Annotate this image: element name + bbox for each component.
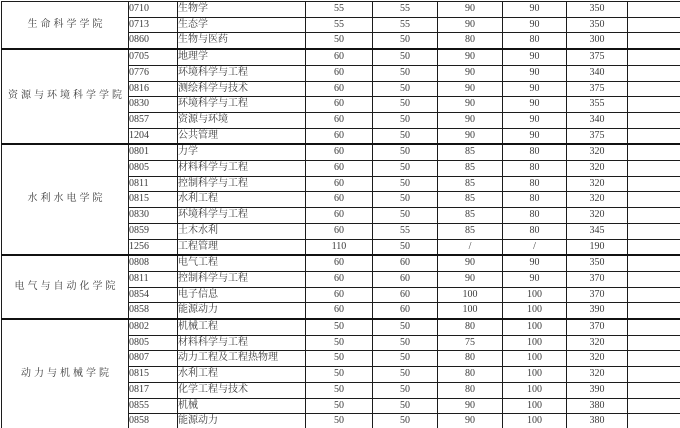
program-name-cell: 环境科学与工程 <box>178 97 306 113</box>
program-name-cell: 环境科学与工程 <box>178 208 306 224</box>
score-cell: 380 <box>567 398 628 414</box>
program-name-cell: 水利工程 <box>178 192 306 208</box>
empty-cell <box>628 65 680 81</box>
table-row <box>2 49 680 65</box>
score-cell: 90 <box>438 17 503 33</box>
score-cell: 300 <box>567 33 628 49</box>
score-cell: 50 <box>306 319 373 335</box>
program-name-cell: 能源动力 <box>178 414 306 428</box>
score-cell: 320 <box>567 335 628 351</box>
program-name-cell: 地理学 <box>178 49 306 65</box>
program-name-cell: 工程管理 <box>178 239 306 255</box>
score-cell: 90 <box>438 65 503 81</box>
program-code-cell: 0705 <box>129 49 178 65</box>
score-cell: 370 <box>567 319 628 335</box>
score-cell: 90 <box>438 398 503 414</box>
score-cell: 100 <box>503 367 567 383</box>
score-cell: 60 <box>373 271 438 287</box>
score-cell: 50 <box>306 382 373 398</box>
score-cell: 50 <box>373 49 438 65</box>
score-cell: 90 <box>503 65 567 81</box>
empty-cell <box>628 319 680 335</box>
empty-cell <box>628 176 680 192</box>
table-row <box>2 255 680 271</box>
empty-cell <box>628 17 680 33</box>
score-cell: 80 <box>503 176 567 192</box>
empty-cell <box>628 81 680 97</box>
program-name-cell: 材料科学与工程 <box>178 161 306 177</box>
program-name-cell: 水利工程 <box>178 367 306 383</box>
empty-cell <box>628 303 680 319</box>
score-cell: 100 <box>503 398 567 414</box>
score-cell: 90 <box>438 97 503 113</box>
score-cell: 60 <box>373 303 438 319</box>
score-cell: 370 <box>567 271 628 287</box>
score-cell: 50 <box>306 367 373 383</box>
program-code-cell: 0830 <box>129 97 178 113</box>
program-name-cell: 化学工程与技术 <box>178 382 306 398</box>
score-cell: 90 <box>438 112 503 128</box>
score-cell: 80 <box>438 382 503 398</box>
empty-cell <box>628 271 680 287</box>
score-cell: 90 <box>503 2 567 18</box>
score-cell: 90 <box>438 49 503 65</box>
score-cell: 50 <box>373 239 438 255</box>
score-cell: 60 <box>306 97 373 113</box>
empty-cell <box>628 112 680 128</box>
empty-cell <box>628 255 680 271</box>
score-cell: 90 <box>503 17 567 33</box>
empty-cell <box>628 208 680 224</box>
score-cell: 60 <box>373 287 438 303</box>
score-cell: 50 <box>373 97 438 113</box>
program-code-cell: 0802 <box>129 319 178 335</box>
score-cell: 60 <box>306 176 373 192</box>
empty-cell <box>628 367 680 383</box>
program-code-cell: 0854 <box>129 287 178 303</box>
empty-cell <box>628 192 680 208</box>
score-cell: 80 <box>438 367 503 383</box>
score-cell: 50 <box>373 112 438 128</box>
score-cell: 370 <box>567 287 628 303</box>
empty-cell <box>628 97 680 113</box>
college-name-cell: 动力与机械学院 <box>2 319 129 428</box>
score-cell: 50 <box>306 398 373 414</box>
program-code-cell: 0811 <box>129 271 178 287</box>
score-cell: 380 <box>567 414 628 428</box>
score-cell: 90 <box>503 97 567 113</box>
score-cell: 90 <box>438 414 503 428</box>
score-cell: 50 <box>373 319 438 335</box>
table-row <box>2 319 680 335</box>
score-cell: 350 <box>567 2 628 18</box>
score-cell: 350 <box>567 17 628 33</box>
score-cell: 50 <box>306 33 373 49</box>
program-code-cell: 0816 <box>129 81 178 97</box>
score-cell: 50 <box>373 144 438 160</box>
program-name-cell: 力学 <box>178 144 306 160</box>
score-cell: 90 <box>438 128 503 144</box>
program-code-cell: 1204 <box>129 128 178 144</box>
program-code-cell: 0830 <box>129 208 178 224</box>
score-cell: 60 <box>306 65 373 81</box>
score-cell: 60 <box>373 255 438 271</box>
empty-cell <box>628 335 680 351</box>
program-code-cell: 0713 <box>129 17 178 33</box>
program-code-cell: 0855 <box>129 398 178 414</box>
program-code-cell: 0801 <box>129 144 178 160</box>
program-code-cell: 0860 <box>129 33 178 49</box>
score-cell: 390 <box>567 303 628 319</box>
score-cell: 50 <box>373 351 438 367</box>
score-cell: 50 <box>306 351 373 367</box>
empty-cell <box>628 414 680 428</box>
score-cell: 80 <box>503 161 567 177</box>
score-cell: 90 <box>438 81 503 97</box>
score-cell: 340 <box>567 112 628 128</box>
score-cell: 320 <box>567 161 628 177</box>
empty-cell <box>628 2 680 18</box>
score-cell: 90 <box>503 81 567 97</box>
program-name-cell: 生物学 <box>178 2 306 18</box>
program-code-cell: 0811 <box>129 176 178 192</box>
scores-table-body <box>2 2 680 428</box>
score-cell: 85 <box>438 223 503 239</box>
empty-cell <box>628 144 680 160</box>
score-cell: 80 <box>503 33 567 49</box>
program-code-cell: 0817 <box>129 382 178 398</box>
score-cell: 80 <box>503 208 567 224</box>
program-code-cell: 0776 <box>129 65 178 81</box>
score-cell: 100 <box>438 303 503 319</box>
score-cell: 100 <box>438 287 503 303</box>
score-cell: / <box>503 239 567 255</box>
score-cell: 80 <box>503 223 567 239</box>
score-cell: 60 <box>306 81 373 97</box>
score-cell: 100 <box>503 319 567 335</box>
score-cell: 60 <box>306 303 373 319</box>
score-cell: 85 <box>438 144 503 160</box>
score-cell: 60 <box>306 112 373 128</box>
empty-cell <box>628 49 680 65</box>
score-cell: 90 <box>438 271 503 287</box>
program-name-cell: 能源动力 <box>178 303 306 319</box>
score-cell: / <box>438 239 503 255</box>
score-cell: 60 <box>306 255 373 271</box>
score-cell: 50 <box>373 414 438 428</box>
score-cell: 80 <box>438 319 503 335</box>
score-cell: 60 <box>306 128 373 144</box>
score-cell: 90 <box>503 49 567 65</box>
score-cell: 80 <box>438 33 503 49</box>
college-name-cell: 电气与自动化学院 <box>2 255 129 319</box>
score-cell: 340 <box>567 65 628 81</box>
score-cell: 85 <box>438 208 503 224</box>
score-cell: 110 <box>306 239 373 255</box>
score-cell: 50 <box>306 335 373 351</box>
program-name-cell: 机械工程 <box>178 319 306 335</box>
score-cell: 100 <box>503 351 567 367</box>
score-cell: 100 <box>503 335 567 351</box>
program-name-cell: 控制科学与工程 <box>178 271 306 287</box>
program-name-cell: 电气工程 <box>178 255 306 271</box>
program-name-cell: 控制科学与工程 <box>178 176 306 192</box>
score-cell: 375 <box>567 81 628 97</box>
score-cell: 50 <box>373 192 438 208</box>
admission-scores-table <box>1 1 680 428</box>
score-cell: 50 <box>373 65 438 81</box>
score-cell: 90 <box>503 255 567 271</box>
score-cell: 55 <box>306 17 373 33</box>
empty-cell <box>628 398 680 414</box>
score-cell: 80 <box>438 351 503 367</box>
program-name-cell: 生物与医药 <box>178 33 306 49</box>
program-name-cell: 资源与环境 <box>178 112 306 128</box>
score-cell: 85 <box>438 192 503 208</box>
program-code-cell: 0710 <box>129 2 178 18</box>
score-cell: 50 <box>373 398 438 414</box>
score-cell: 345 <box>567 223 628 239</box>
score-cell: 50 <box>373 335 438 351</box>
college-name-cell: 资源与环境科学学院 <box>2 49 129 144</box>
program-name-cell: 环境科学与工程 <box>178 65 306 81</box>
score-cell: 100 <box>503 303 567 319</box>
score-cell: 50 <box>373 128 438 144</box>
score-cell: 60 <box>306 161 373 177</box>
score-cell: 100 <box>503 414 567 428</box>
empty-cell <box>628 33 680 49</box>
empty-cell <box>628 351 680 367</box>
program-code-cell: 0859 <box>129 223 178 239</box>
score-cell: 320 <box>567 144 628 160</box>
score-cell: 50 <box>373 208 438 224</box>
score-cell: 320 <box>567 367 628 383</box>
score-cell: 190 <box>567 239 628 255</box>
score-cell: 60 <box>306 271 373 287</box>
program-name-cell: 公共管理 <box>178 128 306 144</box>
score-cell: 320 <box>567 176 628 192</box>
score-cell: 50 <box>373 161 438 177</box>
score-cell: 350 <box>567 255 628 271</box>
program-code-cell: 1256 <box>129 239 178 255</box>
college-name-cell: 水利水电学院 <box>2 144 129 255</box>
score-cell: 320 <box>567 351 628 367</box>
program-code-cell: 0857 <box>129 112 178 128</box>
score-cell: 55 <box>373 2 438 18</box>
score-cell: 90 <box>503 271 567 287</box>
score-cell: 55 <box>306 2 373 18</box>
score-cell: 75 <box>438 335 503 351</box>
score-cell: 50 <box>373 176 438 192</box>
program-code-cell: 0807 <box>129 351 178 367</box>
score-cell: 320 <box>567 208 628 224</box>
score-cell: 50 <box>373 81 438 97</box>
program-code-cell: 0858 <box>129 303 178 319</box>
program-name-cell: 材料科学与工程 <box>178 335 306 351</box>
table-row <box>2 144 680 160</box>
program-name-cell: 测绘科学与技术 <box>178 81 306 97</box>
score-cell: 60 <box>306 223 373 239</box>
score-cell: 60 <box>306 49 373 65</box>
program-name-cell: 土木水利 <box>178 223 306 239</box>
score-cell: 85 <box>438 161 503 177</box>
empty-cell <box>628 382 680 398</box>
score-cell: 50 <box>373 33 438 49</box>
score-cell: 375 <box>567 49 628 65</box>
score-cell: 390 <box>567 382 628 398</box>
score-cell: 320 <box>567 192 628 208</box>
empty-cell <box>628 239 680 255</box>
empty-cell <box>628 128 680 144</box>
score-cell: 375 <box>567 128 628 144</box>
empty-cell <box>628 287 680 303</box>
score-cell: 55 <box>373 17 438 33</box>
score-cell: 90 <box>503 128 567 144</box>
score-cell: 60 <box>306 144 373 160</box>
program-code-cell: 0808 <box>129 255 178 271</box>
program-code-cell: 0858 <box>129 414 178 428</box>
score-cell: 100 <box>503 287 567 303</box>
table-row <box>2 2 680 18</box>
program-code-cell: 0815 <box>129 367 178 383</box>
empty-cell <box>628 223 680 239</box>
score-cell: 355 <box>567 97 628 113</box>
empty-cell <box>628 161 680 177</box>
program-code-cell: 0815 <box>129 192 178 208</box>
score-cell: 50 <box>373 382 438 398</box>
score-cell: 60 <box>306 192 373 208</box>
program-name-cell: 电子信息 <box>178 287 306 303</box>
program-name-cell: 动力工程及工程热物理 <box>178 351 306 367</box>
score-cell: 100 <box>503 382 567 398</box>
score-cell: 50 <box>373 367 438 383</box>
college-name-cell: 生命科学学院 <box>2 2 129 50</box>
score-cell: 80 <box>503 144 567 160</box>
score-cell: 90 <box>503 112 567 128</box>
program-name-cell: 机械 <box>178 398 306 414</box>
score-cell: 50 <box>306 414 373 428</box>
score-cell: 55 <box>373 223 438 239</box>
score-cell: 60 <box>306 287 373 303</box>
program-code-cell: 0805 <box>129 335 178 351</box>
program-name-cell: 生态学 <box>178 17 306 33</box>
score-cell: 90 <box>438 2 503 18</box>
program-code-cell: 0805 <box>129 161 178 177</box>
score-cell: 80 <box>503 192 567 208</box>
score-cell: 85 <box>438 176 503 192</box>
score-cell: 60 <box>306 208 373 224</box>
score-cell: 90 <box>438 255 503 271</box>
